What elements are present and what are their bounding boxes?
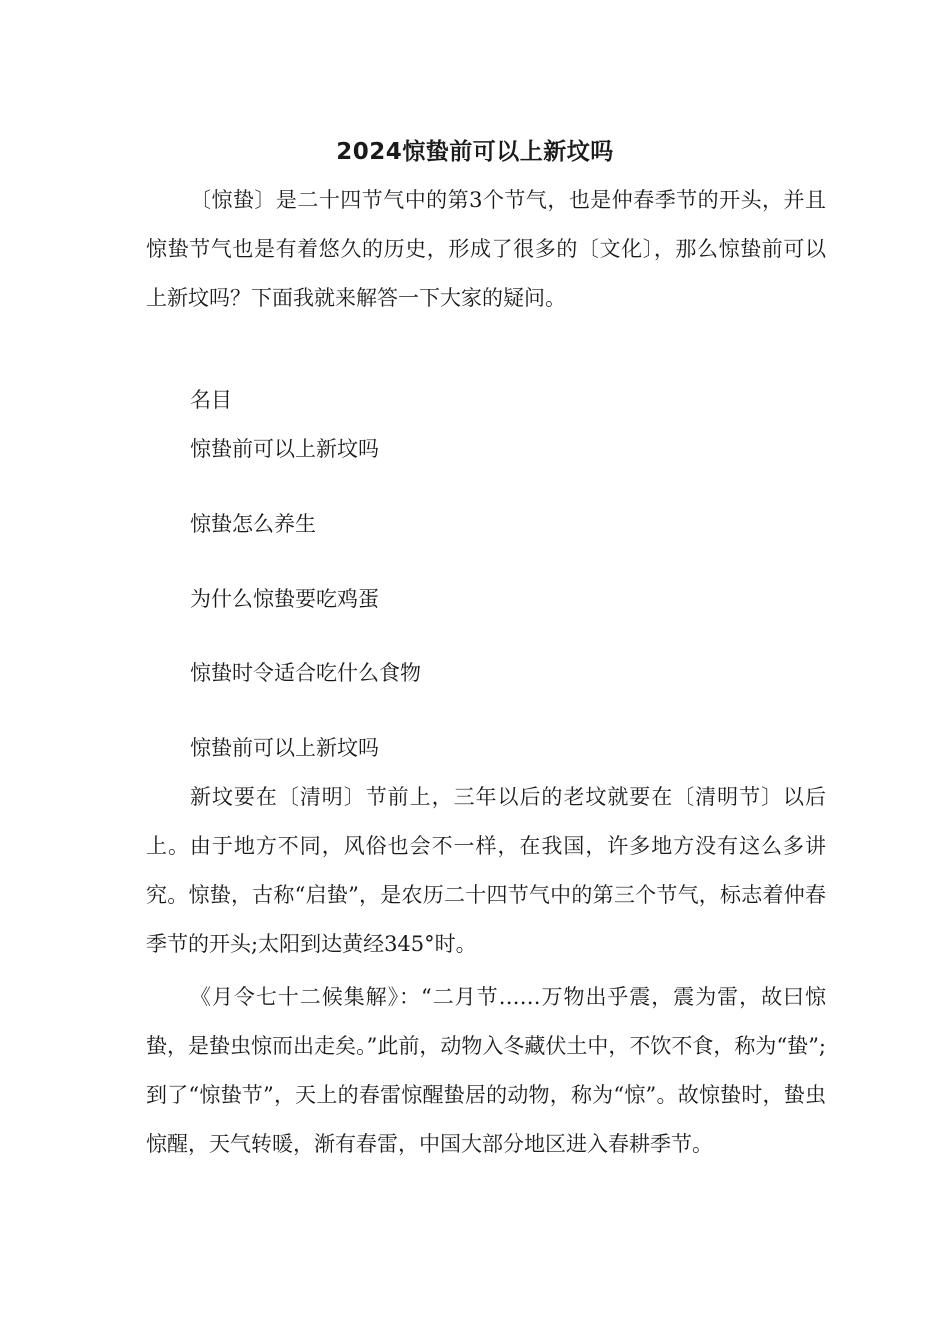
toc-item: 为什么惊蛰要吃鸡蛋: [190, 587, 379, 611]
toc-item: 惊蛰时令适合吃什么食物: [190, 661, 421, 685]
toc-heading: 名目: [190, 388, 232, 412]
intro-paragraph: 〔惊蛰〕是二十四节气中的第3个节气，也是仲春季节的开头，并且惊蛰节气也是有着悠久的历史，形成了很多的〔文化〕，那么惊蛰前可以上新坟吗？下面我就来解答一下大家的疑问。: [146, 188, 826, 310]
document-title: 2024惊蛰前可以上新坟吗: [336, 139, 614, 165]
section-heading: 惊蛰前可以上新坟吗: [190, 736, 379, 760]
body-paragraph: 新坟要在〔清明〕节前上，三年以后的老坟就要在〔清明节〕以后上。由于地方不同，风俗也会不一样，在我国，许多地方没有这么多讲究。惊蛰，古称“启蛰”，是农历二十四节气中的第三个节气，标志着仲春季节的开头;太阳到达黄经345°时。: [146, 785, 826, 956]
body-paragraph: 《月令七十二候集解》：“二月节……万物出乎震，震为雷，故曰惊蛰，是蛰虫惊而出走矣。”此前，动物入冬藏伏土中，不饮不食，称为“蛰”;到了“惊蛰节”，天上的春雷惊醒蛰居的动物，称为“惊”。故惊蛰时，蛰虫惊醒，天气转暖，渐有春雷，中国大部分地区进入春耕季节。: [146, 985, 826, 1156]
toc-item: 惊蛰前可以上新坟吗: [190, 437, 379, 461]
toc-item: 惊蛰怎么养生: [190, 512, 316, 536]
